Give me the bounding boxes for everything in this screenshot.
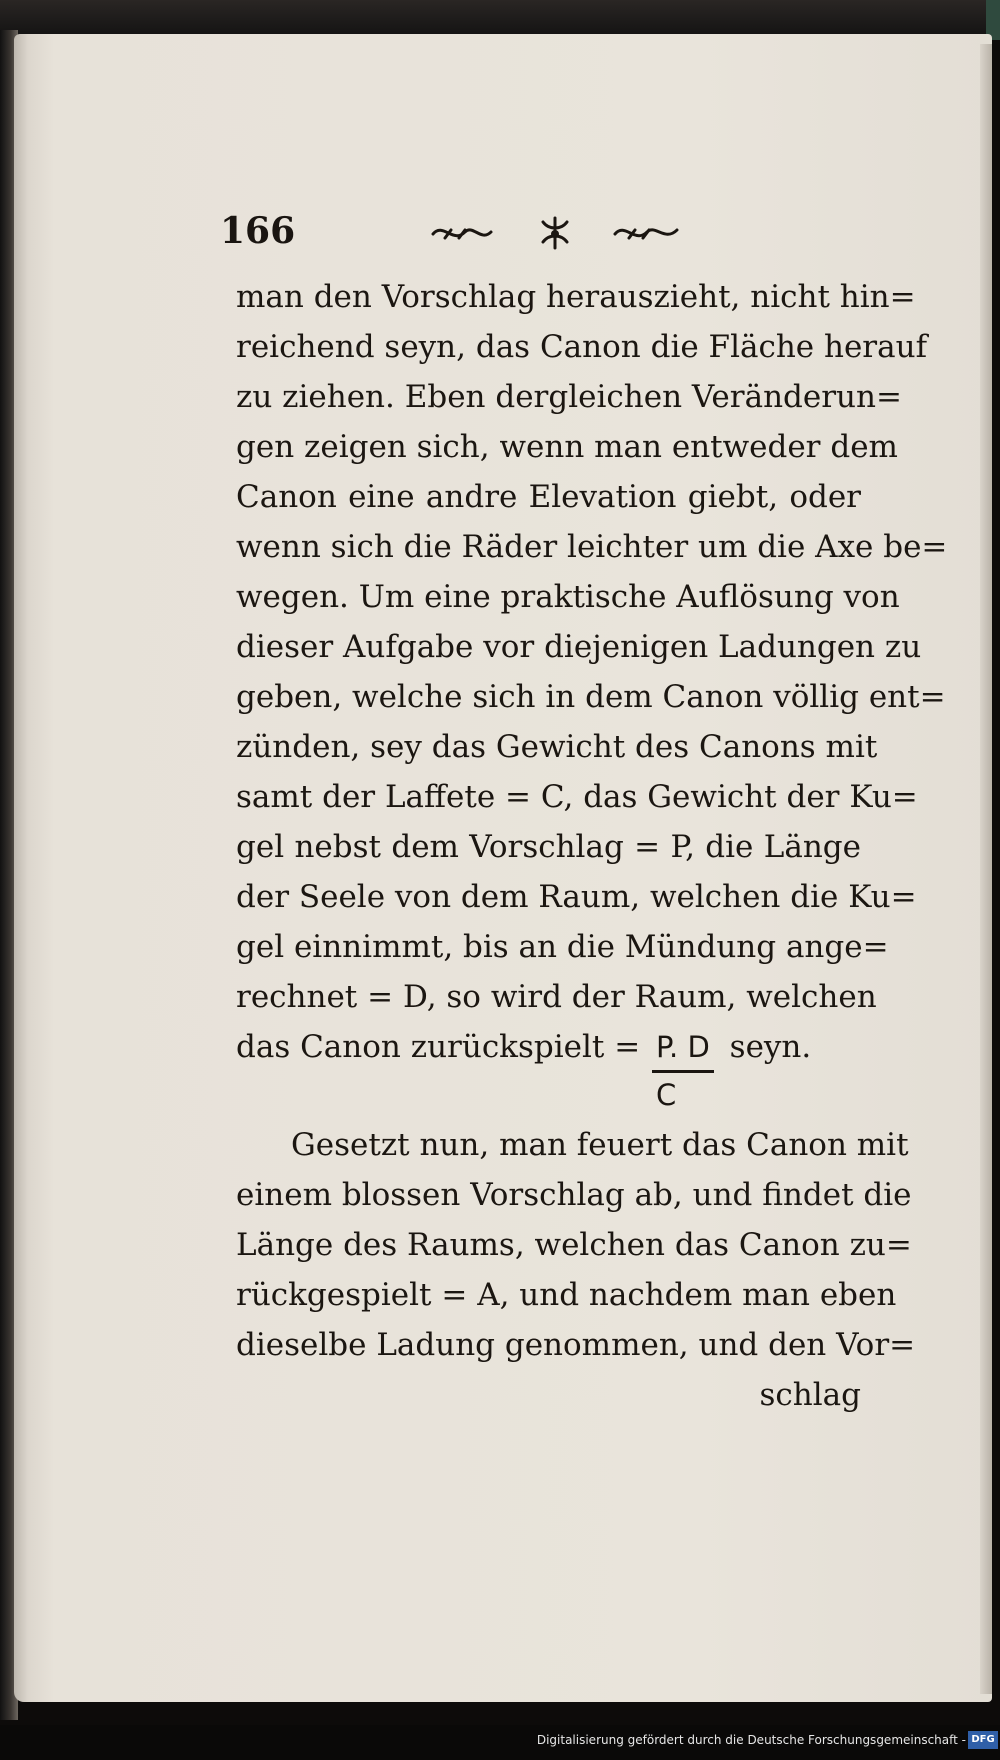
text-line: Länge des Raums, welchen das Canon zu= bbox=[236, 1227, 912, 1263]
text-line: man den Vorschlag herauszieht, nicht hin= bbox=[236, 279, 916, 315]
fraction-numerator: P. D bbox=[656, 1030, 710, 1064]
formula-lead-text: das Canon zurückspielt = bbox=[236, 1029, 641, 1065]
text-line: Gesetzt nun, man feuert das Canon mit bbox=[291, 1127, 909, 1163]
text-line: einem blossen Vorschlag ab, und findet die bbox=[236, 1177, 912, 1213]
text-line: wegen. Um eine praktische Auflösung von bbox=[236, 579, 900, 615]
fraction bbox=[656, 1022, 710, 1112]
text-line: rechnet = D, so wird der Raum, welchen bbox=[236, 979, 877, 1015]
text-line: rückgespielt = A, und nachdem man eben bbox=[236, 1277, 897, 1313]
text-line: reichend seyn, das Canon die Fläche herauf bbox=[236, 329, 928, 365]
floral-ornament-icon bbox=[425, 212, 685, 256]
text-line: wenn sich die Räder leichter um die Axe be= bbox=[236, 529, 948, 565]
funding-credit: Digitalisierung gefördert durch die Deutsche Forschungsgemeinschaft - bbox=[536, 1733, 966, 1747]
text-line: geben, welche sich in dem Canon völlig ent= bbox=[236, 679, 946, 715]
text-line: gen zeigen sich, wenn man entweder dem bbox=[236, 429, 898, 465]
text-line: gel einnimmt, bis an die Mündung ange= bbox=[236, 929, 889, 965]
paragraph bbox=[236, 1120, 916, 1420]
text-line: Canon eine andre Elevation giebt, oder bbox=[236, 479, 861, 515]
catchword: schlag bbox=[759, 1377, 861, 1413]
text-line: der Seele von dem Raum, welchen die Ku= bbox=[236, 879, 917, 915]
page-number: 166 bbox=[220, 210, 296, 252]
page-body bbox=[236, 272, 948, 1420]
text-line: dieselbe Ladung genommen, und den Vor= bbox=[236, 1327, 916, 1363]
formula-trail-text: seyn. bbox=[729, 1029, 812, 1065]
text-line: dieser Aufgabe vor diejenigen Ladungen zu bbox=[236, 629, 922, 665]
formula-line bbox=[236, 1022, 861, 1112]
text-line: samt der Laffete = C, das Gewicht der Ku= bbox=[236, 779, 918, 815]
catchword-line bbox=[236, 1370, 861, 1420]
fraction-denominator: C bbox=[656, 1078, 677, 1112]
text-line: zünden, sey das Gewicht des Canons mit bbox=[236, 729, 878, 765]
dfg-logo-icon: DFG bbox=[968, 1731, 998, 1749]
page-edge bbox=[980, 44, 992, 1694]
text-line: gel nebst dem Vorschlag = P, die Länge bbox=[236, 829, 861, 865]
text-line: zu ziehen. Eben dergleichen Veränderun= bbox=[236, 379, 902, 415]
digitization-footer bbox=[0, 1725, 1000, 1760]
page-header bbox=[220, 210, 860, 260]
